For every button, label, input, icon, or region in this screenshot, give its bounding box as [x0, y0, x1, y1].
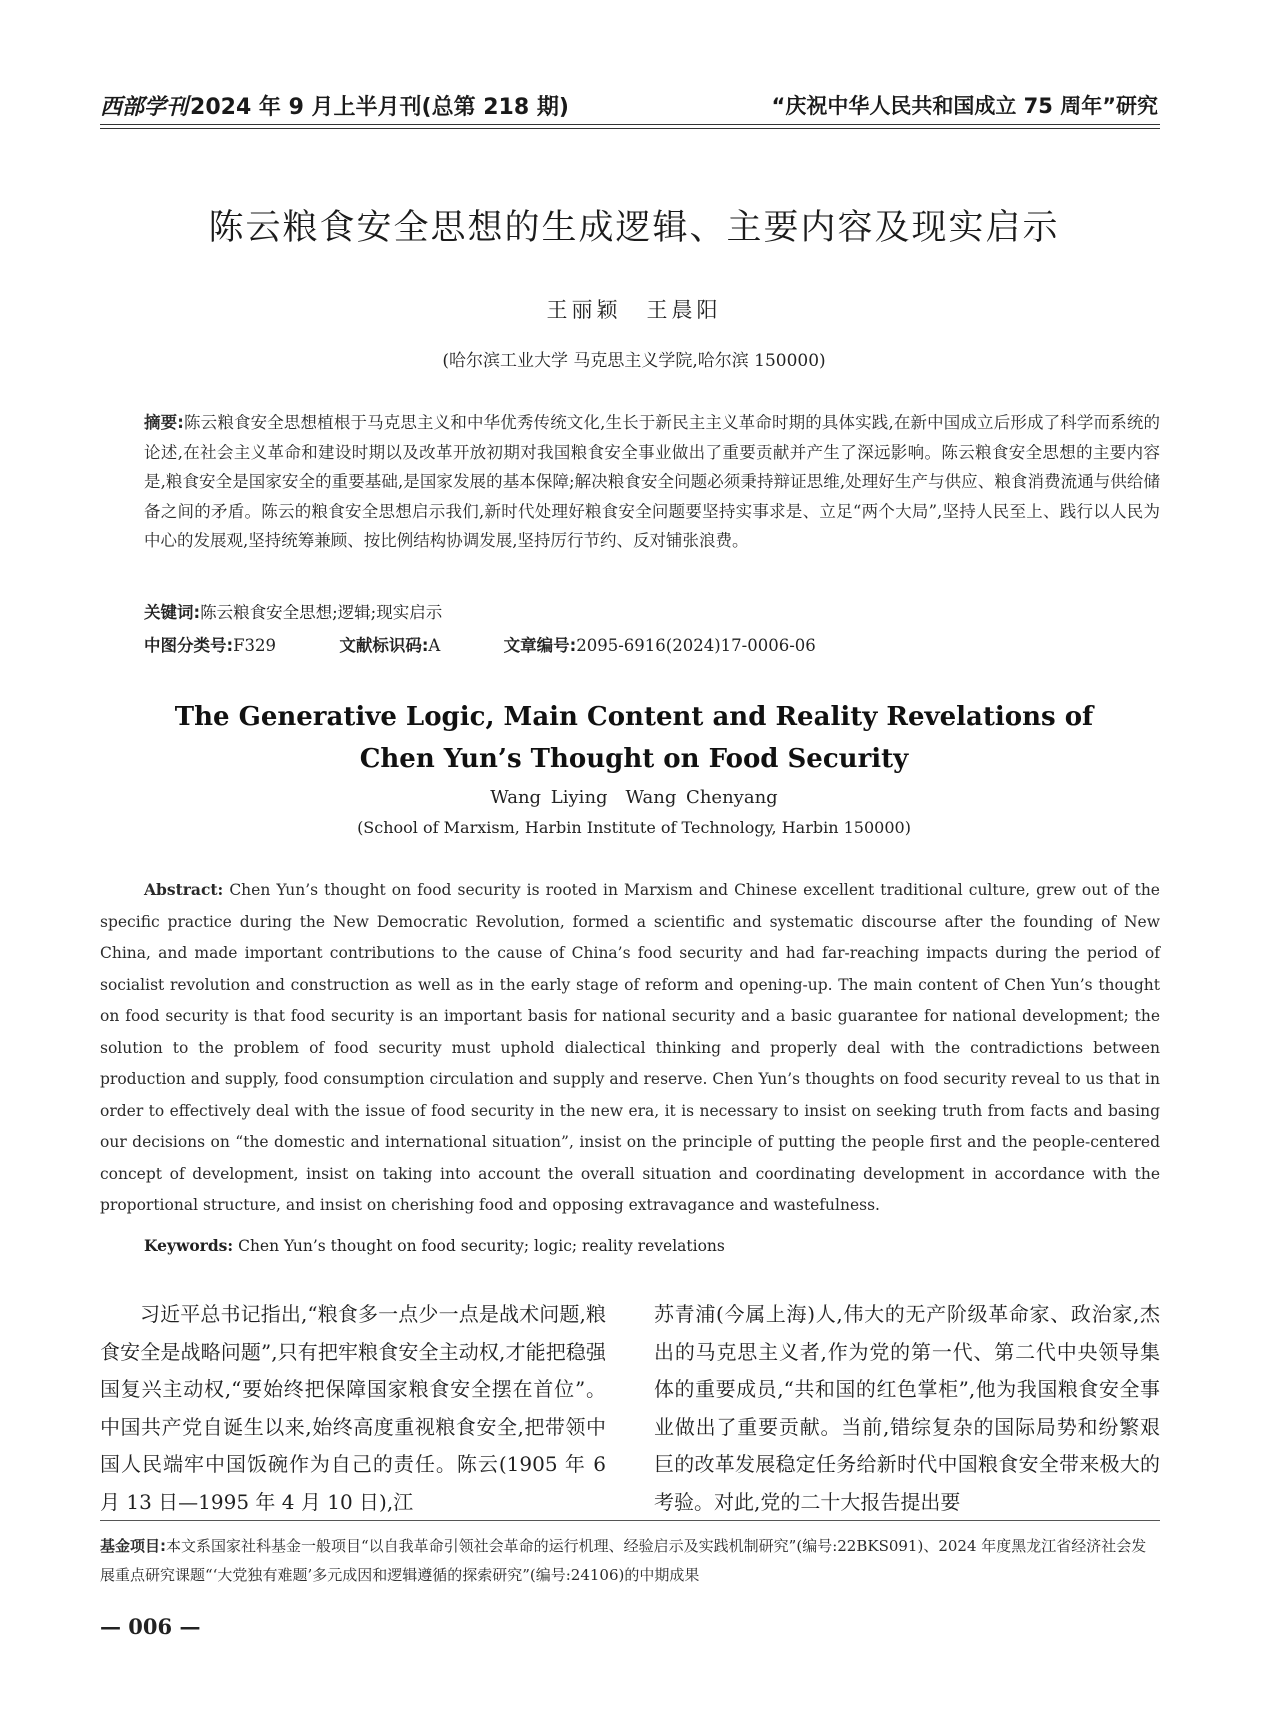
document-code: 文献标识码:A [339, 636, 441, 655]
clc-code: 中图分类号:F329 [144, 636, 277, 655]
keywords-en-text: Chen Yun’s thought on food security; logic; reality revelations [238, 1237, 725, 1255]
body-column-right: 苏青浦(今属上海)人,伟大的无产阶级革命家、政治家,杰出的马克思主义者,作为党的第一代、第二代中央领导集体的重要成员,“共和国的红色掌柜”,他为我国粮食安全事业做出了重要贡献。当前,错综复杂的国际局势和纷繁艰巨的改革发展稳定任务给新时代中国粮食安全带来极大的考验。对此,党的二十大报告提出要 [654, 1302, 1160, 1514]
keywords-cn-text: 陈云粮食安全思想;逻辑;现实启示 [200, 603, 443, 622]
footnote-rule [100, 1520, 1160, 1521]
keywords-cn-label: 关键词: [144, 603, 201, 622]
affiliation-cn: (哈尔滨工业大学 马克思主义学院,哈尔滨 150000) [442, 351, 826, 371]
article-number: 文章编号:2095-6916(2024)17-0006-06 [503, 636, 816, 655]
section-title: “庆祝中华人民共和国成立 75 周年”研究 [771, 94, 1158, 118]
article-title-en [0, 696, 1268, 780]
funding-text: 本文系国家社科基金一般项目“以自我革命引领社会革命的运行机理、经验启示及实践机制研究”(编号:22BKS091)、2024 年度黑龙江省经济社会发展重点研究课题“‘大党独有难题’多元成因和逻辑遵循的探索研究”(编号:24106)的中期成果 [100, 1537, 1147, 1584]
abstract-en-text: Chen Yun’s thought on food security is rooted in Marxism and Chinese excellent traditional culture, grew out of the specific practice during the New Democratic Revolution, formed a scientific and systematic discourse after the founding of New China, and made important contributions to the cause of China’s food security and had far-reaching impacts during the period of socialist revolution and construction as well as in the early stage of reform and opening-up. The main content of Chen Yun’s thought on food security is that food security is an important basis for national security and a basic guarantee for national development; the solution to the problem of food security must uphold dialectical thinking and properly deal with the contradictions between production and supply, food consumption circulation and supply and reserve. Chen Yun’s thoughts on food security reveal to us that in order to effectively deal with the issue of food security in the new era, it is necessary to insist on seeking truth from facts and basing our decisions on “the domestic and international situation”, insist on the principle of putting the people first and the people-centered concept of development, insist on taking into account the overall situation and coordinating development in accordance with the proportional structure, and insist on cherishing food and opposing extravagance and wastefulness. [100, 881, 1160, 1214]
header-rule-top [100, 124, 1160, 125]
affiliation-en: (School of Marxism, Harbin Institute of Technology, Harbin 150000) [357, 818, 911, 837]
classification-row [144, 632, 816, 656]
abstract-cn [144, 408, 1160, 556]
body-column-left: 习近平总书记指出,“粮食多一点少一点是战术问题,粮食安全是战略问题”,只有把牢粮食安全主动权,才能把稳强国复兴主动权,“要始终把保障国家粮食安全摆在首位”。中国共产党自诞生以来,始终高度重视粮食安全,把带领中国人民端牢中国饭碗作为自己的责任。陈云(1905 年 6 月 13 日—1995 年 4 月 10 日),江 [100, 1302, 606, 1514]
abstract-en-label: Abstract: [144, 880, 224, 899]
keywords-en-label: Keywords: [144, 1236, 234, 1255]
abstract-cn-label: 摘要: [144, 413, 184, 432]
title-en-line1: The Generative Logic, Main Content and Reality Revelations of [174, 702, 1094, 732]
funding-footnote [100, 1532, 1160, 1590]
running-header-left [100, 90, 569, 121]
header-rule-bottom [100, 128, 1160, 129]
abstract-en [100, 874, 1160, 1222]
keywords-en [144, 1236, 725, 1255]
authors-en: Wang Liying Wang Chenyang [490, 787, 778, 808]
funding-label: 基金项目: [100, 1537, 166, 1555]
journal-logo: 西部学刊 [100, 94, 189, 120]
issue-info: 2024 年 9 月上半月刊(总第 218 期) [190, 95, 569, 120]
keywords-cn [144, 599, 442, 623]
title-en-line2: Chen Yun’s Thought on Food Security [359, 744, 909, 774]
article-title-cn: 陈云粮食安全思想的生成逻辑、主要内容及现实启示 [208, 208, 1060, 248]
abstract-cn-text: 陈云粮食安全思想植根于马克思主义和中华优秀传统文化,生长于新民主主义革命时期的具体实践,在新中国成立后形成了科学而系统的论述,在社会主义革命和建设时期以及改革开放初期对我国粮食安全事业做出了重要贡献并产生了深远影响。陈云粮食安全思想的主要内容是,粮食安全是国家安全的重要基础,是国家发展的基本保障;解决粮食安全问题必须秉持辩证思维,处理好生产与供应、粮食消费流通与供给储备之间的矛盾。陈云的粮食安全思想启示我们,新时代处理好粮食安全问题要坚持实事求是、立足“两个大局”,坚持人民至上、践行以人民为中心的发展观,坚持统筹兼顾、按比例结构协调发展,坚持厉行节约、反对铺张浪费。 [144, 413, 1160, 550]
authors-cn: 王丽颖 王晨阳 [546, 298, 722, 322]
page-number: — 006 — [100, 1614, 201, 1639]
